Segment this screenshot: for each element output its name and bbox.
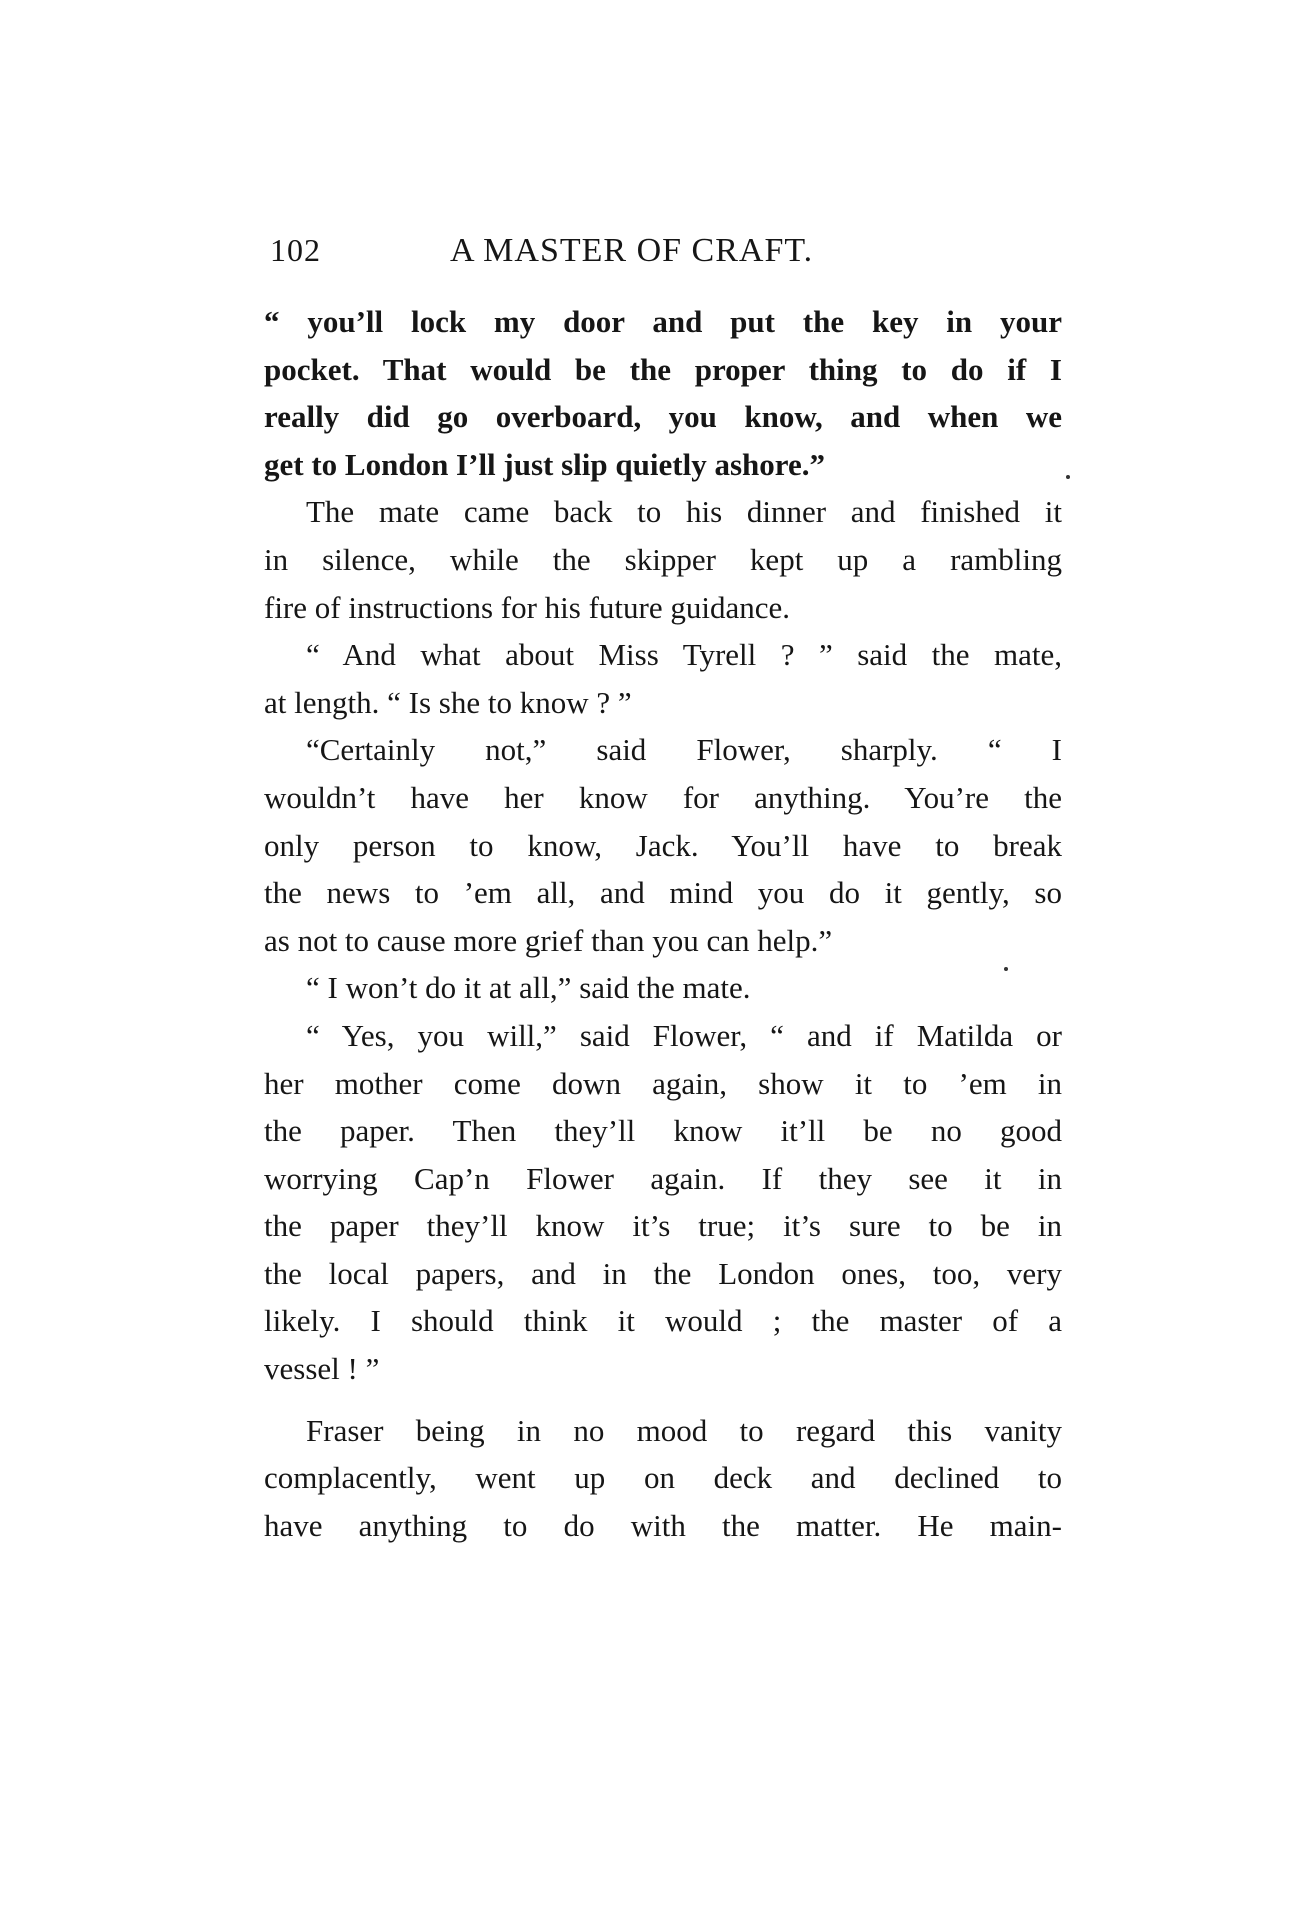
paragraph [264, 298, 1062, 488]
paragraph [264, 631, 1062, 726]
running-title: A MASTER OF CRAFT. [450, 232, 814, 269]
paragraph [264, 1407, 1062, 1550]
text-line: pocket. That would be the proper thing to do if I [264, 351, 1062, 387]
ink-speck [1066, 475, 1070, 479]
text-line: “ And what about Miss Tyrell ? ” said the mate, [306, 637, 1062, 673]
text-line: in silence, while the skipper kept up a rambling [264, 541, 1062, 577]
text-line: “ I won’t do it at all,” said the mate. [306, 970, 751, 1006]
text-line: as not to cause more grief than you can help.” [264, 922, 833, 958]
paragraph-gap [264, 1393, 1062, 1407]
text-line: really did go overboard, you know, and when we [264, 399, 1062, 435]
text-line: complacently, went up on deck and declined to [264, 1460, 1062, 1496]
body-text [264, 298, 1062, 1549]
text-line: vessel ! ” [264, 1351, 380, 1387]
text-line: the paper. Then they’ll know it’ll be no good [264, 1113, 1062, 1149]
text-line: the news to ’em all, and mind you do it gently, so [264, 875, 1062, 911]
text-line: Fraser being in no mood to regard this vanity [306, 1412, 1062, 1448]
paragraph [264, 726, 1062, 964]
paragraph [264, 964, 1062, 1012]
text-line: likely. I should think it would ; the master of a [264, 1303, 1062, 1339]
text-line: have anything to do with the matter. He main- [264, 1507, 1062, 1543]
text-line: fire of instructions for his future guidance. [264, 589, 790, 625]
text-line: wouldn’t have her know for anything. You’re the [264, 779, 1062, 815]
text-line: the paper they’ll know it’s true; it’s sure to be in [264, 1208, 1062, 1244]
text-line: “ Yes, you will,” said Flower, “ and if Matilda or [306, 1017, 1062, 1053]
paragraph [264, 488, 1062, 631]
paragraph [264, 1012, 1062, 1393]
text-line: “ you’ll lock my door and put the key in your [264, 304, 1062, 339]
text-line: the local papers, and in the London ones, too, very [264, 1255, 1062, 1291]
text-line: “Certainly not,” said Flower, sharply. “ I [306, 732, 1062, 768]
text-line: The mate came back to his dinner and finished it [306, 494, 1062, 530]
text-line: get to London I’ll just slip quietly ashore.” [264, 446, 825, 482]
text-line: her mother come down again, show it to ’em in [264, 1065, 1062, 1101]
page-number: 102 [270, 232, 321, 268]
text-line: at length. “ Is she to know ? ” [264, 684, 632, 720]
page-header [270, 232, 1070, 282]
text-line: worrying Cap’n Flower again. If they see it in [264, 1160, 1062, 1196]
text-line: only person to know, Jack. You’ll have to break [264, 827, 1062, 863]
ink-speck [1004, 967, 1008, 971]
